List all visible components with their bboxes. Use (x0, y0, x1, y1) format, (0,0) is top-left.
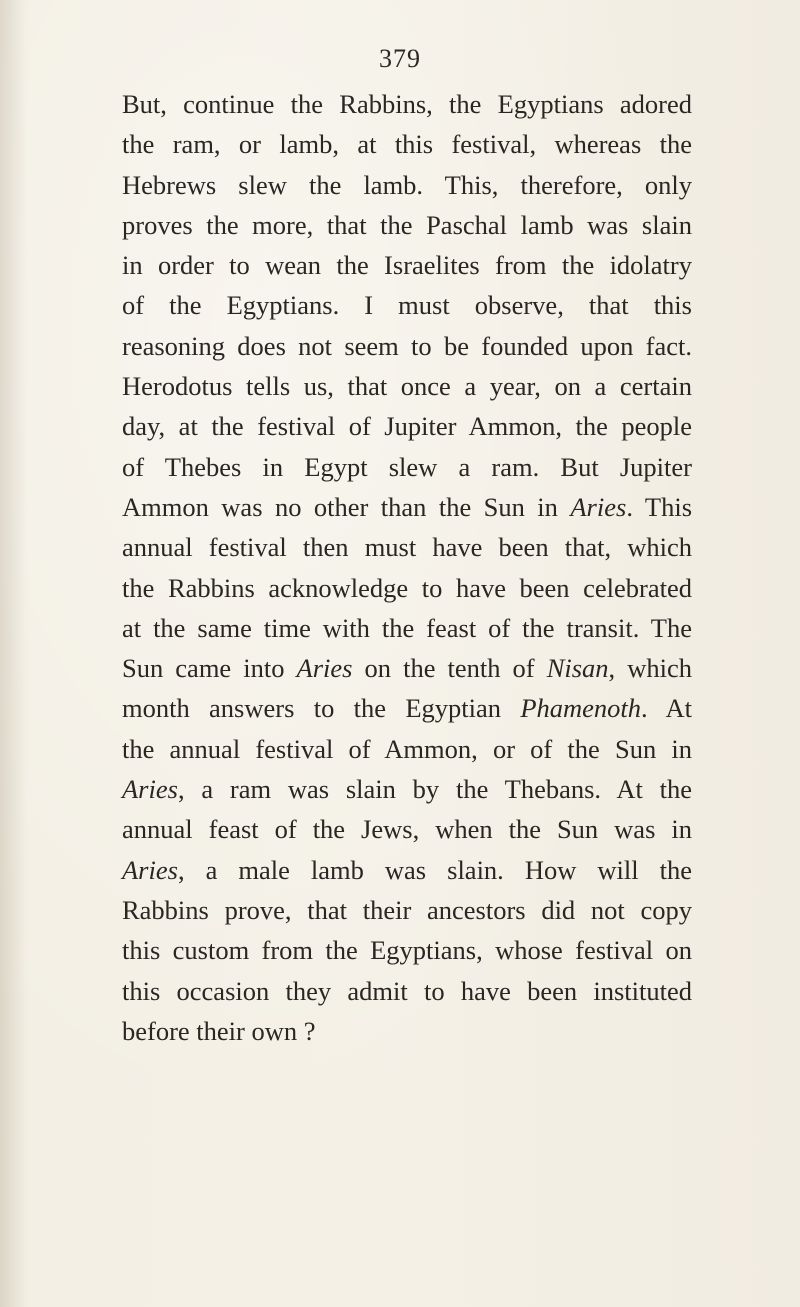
text-segment: . This (626, 491, 693, 522)
page-number: 379 (379, 44, 421, 73)
text-line (122, 1011, 692, 1051)
text-line (122, 809, 692, 849)
text-segment: Herodotus tells us, that once a year, on a certain (122, 371, 692, 402)
italic-term: Phamenoth (520, 693, 642, 724)
text-segment: Sun came into (122, 653, 297, 684)
text-segment: this custom from the Egyptians, whose festival on (122, 935, 692, 966)
text-line (122, 890, 692, 930)
text-line (122, 608, 692, 648)
text-line (122, 124, 692, 164)
body-text (122, 84, 692, 1051)
text-segment: , a ram was slain by the Thebans. At the (177, 774, 692, 805)
text-segment: on the tenth of (352, 653, 547, 684)
text-line (122, 245, 692, 285)
text-segment: annual festival then must have been that, which (122, 532, 692, 563)
text-line (122, 527, 692, 567)
text-segment: . At (641, 693, 692, 724)
text-segment: the ram, or lamb, at this festival, whereas the (122, 129, 692, 160)
text-segment: of the Egyptians. I must observe, that this (122, 290, 692, 321)
text-segment: the annual festival of Ammon, or of the Sun in (122, 733, 692, 764)
text-line (122, 84, 692, 124)
text-line (122, 769, 692, 809)
text-segment: , a male lamb was slain. How will the (177, 854, 692, 885)
text-segment: of Thebes in Egypt slew a ram. But Jupiter (122, 451, 692, 482)
text-segment: at the same time with the feast of the transit. The (122, 612, 692, 643)
text-segment: reasoning does not seem to be founded upon fact. (122, 330, 692, 361)
text-segment: Ammon was no other than the Sun in (122, 491, 571, 522)
text-segment: month answers to the Egyptian (122, 693, 521, 724)
binding-shadow (0, 0, 26, 1307)
text-line (122, 285, 692, 325)
text-line (122, 447, 692, 487)
text-segment: before their own ? (122, 1015, 316, 1046)
text-segment: the Rabbins acknowledge to have been celebrated (122, 572, 692, 603)
text-segment: annual feast of the Jews, when the Sun was in (122, 814, 692, 845)
italic-term: Nisan (546, 653, 609, 684)
text-line (122, 688, 692, 728)
italic-term: Aries (122, 854, 178, 885)
text-line (122, 205, 692, 245)
text-segment: this occasion they admit to have been instituted (122, 975, 692, 1006)
text-segment: proves the more, that the Paschal lamb was slain (122, 209, 692, 240)
italic-term: Aries (122, 774, 178, 805)
text-line (122, 971, 692, 1011)
text-line (122, 406, 692, 446)
text-line (122, 648, 692, 688)
text-segment: But, continue the Rabbins, the Egyptians adored (122, 89, 692, 119)
text-segment: Rabbins prove, that their ancestors did not copy (122, 894, 692, 925)
text-line (122, 568, 692, 608)
italic-term: Aries (296, 653, 353, 684)
italic-term: Aries (570, 491, 627, 522)
text-line (122, 326, 692, 366)
text-line (122, 366, 692, 406)
text-segment: in order to wean the Israelites from the idolatry (122, 250, 692, 281)
text-segment: , which (608, 653, 692, 684)
text-line (122, 165, 692, 205)
text-segment: Hebrews slew the lamb. This, therefore, only (122, 169, 692, 200)
text-line (122, 487, 692, 527)
text-segment: day, at the festival of Jupiter Ammon, the people (122, 411, 692, 442)
text-line (122, 729, 692, 769)
text-line (122, 930, 692, 970)
text-line (122, 850, 692, 890)
